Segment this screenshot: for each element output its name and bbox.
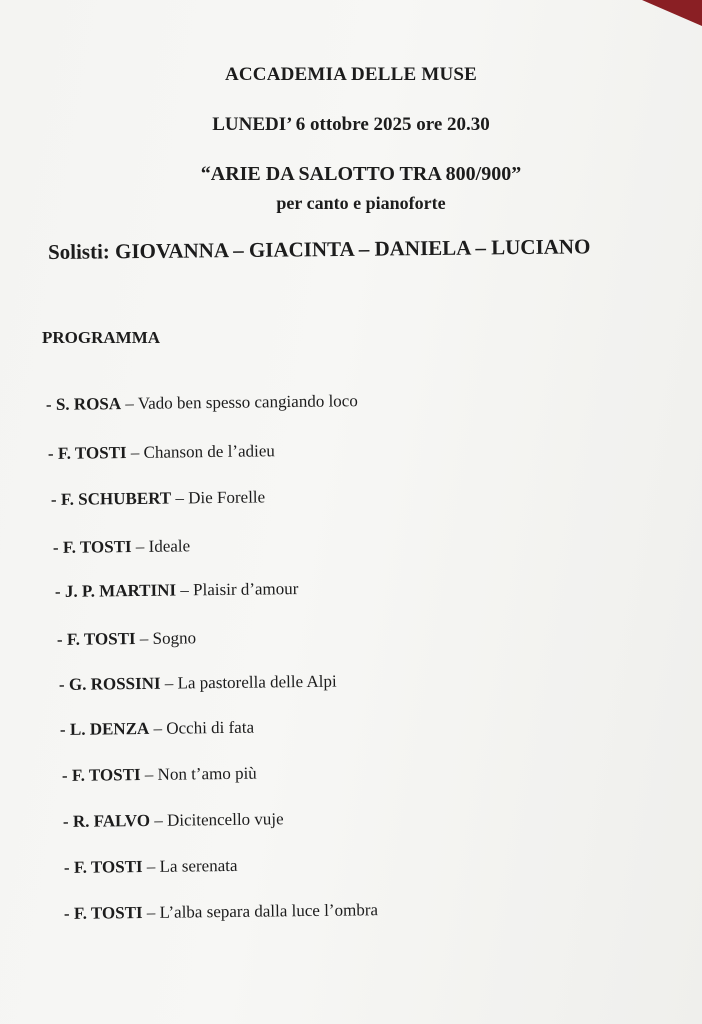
program-item: - R. FALVO – Dicitencello vuje xyxy=(62,809,284,831)
composer-name: F. TOSTI xyxy=(66,629,136,649)
composer-name: F. TOSTI xyxy=(71,765,141,785)
program-item: - F. TOSTI – Sogno xyxy=(56,628,197,649)
program-item: - F. TOSTI – Ideale xyxy=(52,536,191,557)
piece-title: – La serenata xyxy=(142,855,238,877)
piece-title: – Non t’amo più xyxy=(140,763,257,785)
piece-title: – Sogno xyxy=(135,628,197,649)
program-item: - F. TOSTI – La serenata xyxy=(63,855,238,877)
piece-title: – Die Forelle xyxy=(171,487,266,508)
background-cloth xyxy=(642,0,702,26)
soloists-line: Solisti: GIOVANNA – GIACINTA – DANIELA – LUCIANO xyxy=(47,234,591,264)
program-item: - L. DENZA – Occhi di fata xyxy=(59,717,255,739)
concert-subtitle: per canto e pianoforte xyxy=(276,193,446,213)
concert-title: “ARIE DA SALOTTO TRA 800/900” xyxy=(200,163,522,185)
program-item: - G. ROSSINI – La pastorella delle Alpi xyxy=(58,671,337,694)
piece-title: – Plaisir d’amour xyxy=(175,579,299,600)
program-item: - F. TOSTI – Non t’amo più xyxy=(61,763,257,785)
piece-title: – Ideale xyxy=(131,536,191,557)
program-heading: PROGRAMMA xyxy=(42,328,161,347)
program-item: - S. ROSA – Vado ben spesso cangiando loco xyxy=(45,391,358,414)
program-item: - F. SCHUBERT – Die Forelle xyxy=(50,487,266,509)
program-item: - F. TOSTI – Chanson de l’adieu xyxy=(47,441,275,463)
program-item: - F. TOSTI – L’alba separa dalla luce l’ombra xyxy=(63,900,379,923)
composer-name: F. TOSTI xyxy=(57,443,127,463)
event-date: LUNEDI’ 6 ottobre 2025 ore 20.30 xyxy=(212,114,490,135)
composer-name: J. P. MARTINI xyxy=(64,580,177,601)
composer-name: L. DENZA xyxy=(69,718,150,739)
program-item: - J. P. MARTINI – Plaisir d’amour xyxy=(54,579,299,601)
composer-name: F. TOSTI xyxy=(73,857,143,877)
composer-name: F. TOSTI xyxy=(62,537,132,557)
academy-name: ACCADEMIA DELLE MUSE xyxy=(224,64,478,85)
piece-title: – L’alba separa dalla luce l’ombra xyxy=(142,900,379,923)
composer-name: G. ROSSINI xyxy=(68,673,161,694)
composer-name: F. SCHUBERT xyxy=(60,488,172,509)
composer-name: F. TOSTI xyxy=(73,903,143,923)
piece-title: – La pastorella delle Alpi xyxy=(160,671,337,693)
piece-title: – Dicitencello vuje xyxy=(149,809,284,830)
composer-name: R. FALVO xyxy=(72,810,151,831)
piece-title: – Chanson de l’adieu xyxy=(126,441,275,463)
composer-name: S. ROSA xyxy=(55,394,122,414)
piece-title: – Occhi di fata xyxy=(149,717,255,738)
piece-title: – Vado ben spesso cangiando loco xyxy=(120,391,358,414)
